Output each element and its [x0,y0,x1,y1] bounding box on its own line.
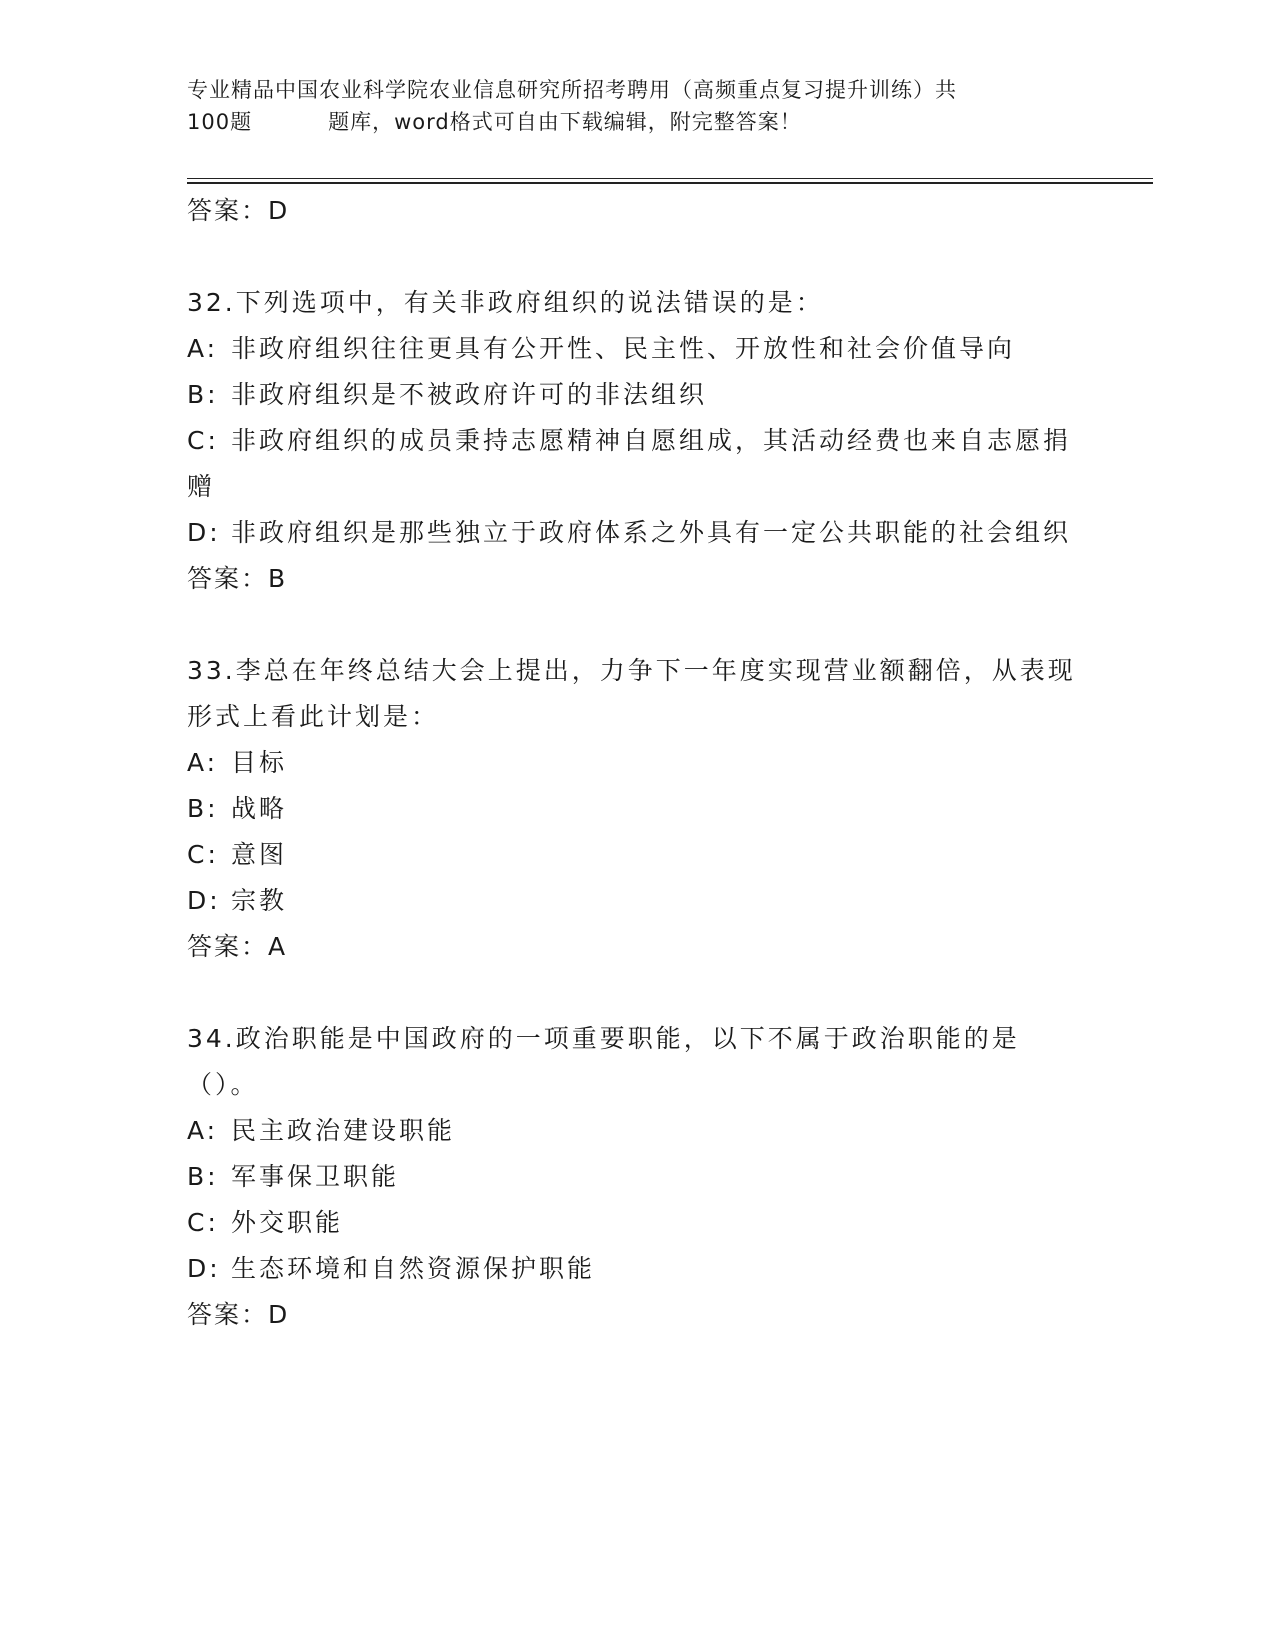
option-c [187,832,1087,878]
option-text: 非政府组织的成员秉持志愿精神自愿组成，其活动经费也来自志愿捐赠 [187,426,1072,501]
option-label: D: [187,1254,221,1283]
question-stem: 34.政治职能是中国政府的一项重要职能，以下不属于政治职能的是（）。 [187,1024,1020,1099]
option-text: 民主政治建设职能 [231,1116,456,1145]
question-block [187,1016,1087,1338]
option-label: D: [187,886,221,915]
question-stem: 33.李总在年终总结大会上提出，力争下一年度实现营业额翻倍，从表现形式上看此计划是： [187,656,1076,731]
option-label: B: [187,1162,219,1191]
option-label: C: [187,426,219,455]
option-label: D: [187,518,221,547]
question-block [187,280,1087,602]
option-a [187,1108,1087,1154]
option-text: 宗教 [231,886,288,915]
option-c [187,418,1087,510]
option-text: 生态环境和自然资源保护职能 [231,1254,596,1283]
header-title-line1: 专业精品中国农业科学院农业信息研究所招考聘用（高频重点复习提升训练）共 [187,78,957,102]
option-label: B: [187,380,219,409]
option-b [187,786,1087,832]
option-b [187,372,1087,418]
option-text: 非政府组织是不被政府许可的非法组织 [231,380,708,409]
option-label: C: [187,1208,219,1237]
question-block [187,648,1087,970]
option-text: 战略 [231,794,288,823]
header-title-line2 [187,106,1067,138]
option-text: 军事保卫职能 [231,1162,400,1191]
option-a [187,326,1087,372]
option-text: 非政府组织是那些独立于政府体系之外具有一定公共职能的社会组织 [231,518,1072,547]
option-a [187,740,1087,786]
option-c [187,1200,1087,1246]
option-text: 外交职能 [231,1208,344,1237]
option-b [187,1154,1087,1200]
answer-line: 答案：A [187,932,288,961]
previous-answer: 答案：D [187,196,290,225]
option-label: A: [187,748,219,777]
header-question-count: 100题 [187,110,253,134]
page-header [187,74,1067,138]
header-divider-thin [187,178,1153,179]
question-stem: 32.下列选项中，有关非政府组织的说法错误的是： [187,288,824,317]
option-label: A: [187,334,219,363]
option-d [187,1246,1087,1292]
option-text: 意图 [231,840,288,869]
answer-line: 答案：B [187,564,288,593]
option-d [187,510,1087,556]
header-divider-thick [187,182,1153,184]
option-text: 非政府组织往往更具有公开性、民主性、开放性和社会价值导向 [231,334,1016,363]
option-label: B: [187,794,219,823]
header-description: 题库，word格式可自由下载编辑，附完整答案！ [328,110,802,134]
option-d [187,878,1087,924]
question-list [187,188,1087,1384]
answer-line: 答案：D [187,1300,290,1329]
option-label: A: [187,1116,219,1145]
option-text: 目标 [231,748,288,777]
option-label: C: [187,840,219,869]
